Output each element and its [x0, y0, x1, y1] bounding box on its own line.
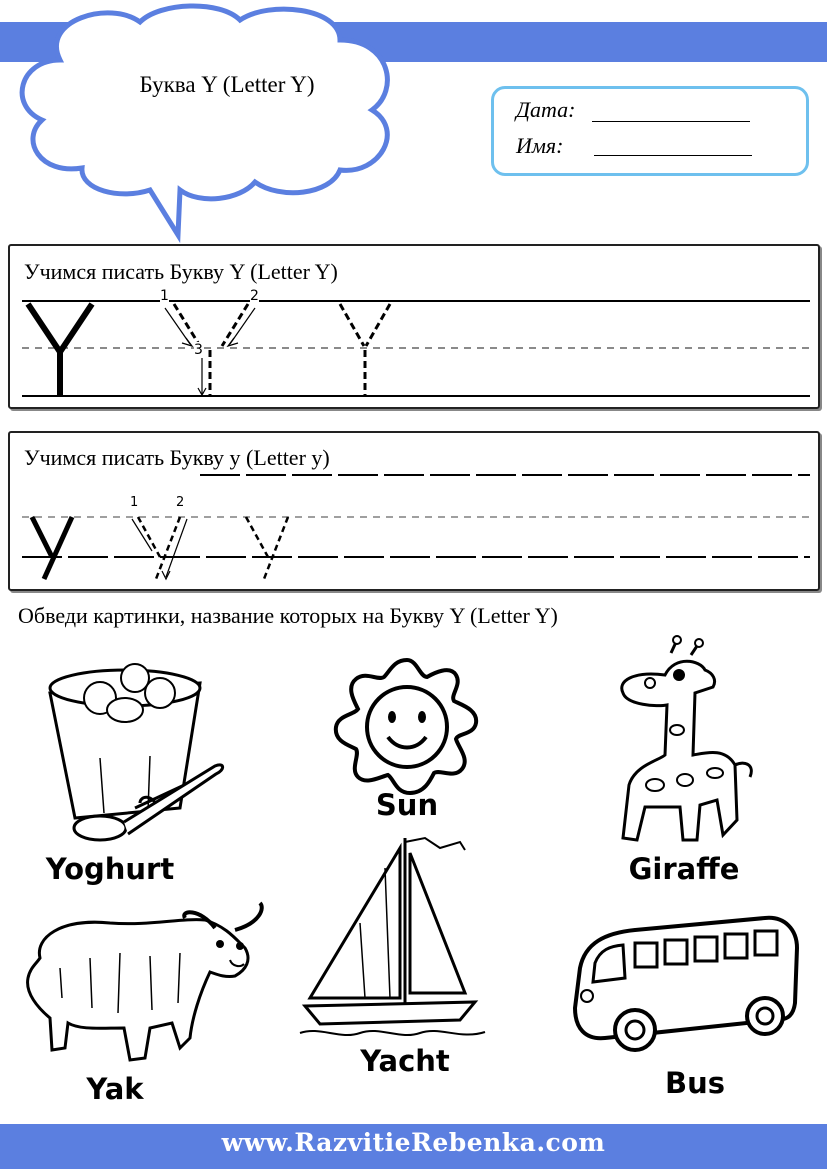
picture-label-yoghurt: Yoghurt — [45, 852, 175, 886]
stroke-number: 3 — [194, 342, 203, 358]
section-title: Учимся писать Букву y (Letter y) — [24, 445, 330, 470]
date-field[interactable] — [592, 121, 750, 122]
name-field[interactable] — [594, 155, 752, 156]
picture-label-yak: Yak — [86, 1072, 144, 1106]
speech-cloud — [0, 0, 420, 240]
date-name-box — [491, 86, 809, 176]
date-label: Дата: — [516, 97, 576, 122]
yacht-icon[interactable] — [300, 828, 490, 1048]
yoghurt-icon[interactable] — [40, 648, 230, 848]
bus-icon[interactable] — [565, 908, 805, 1058]
uppercase-writing-lines — [10, 246, 822, 411]
instruction-text: Обведи картинки, название которых на Букву Y (Letter Y) — [18, 603, 558, 628]
yak-icon[interactable] — [20, 898, 270, 1068]
picture-label-yacht: Yacht — [360, 1044, 450, 1078]
uppercase-practice-section — [8, 244, 820, 409]
picture-label-giraffe: Giraffe — [628, 852, 740, 886]
giraffe-icon[interactable] — [605, 635, 755, 850]
lowercase-practice-section — [8, 431, 820, 591]
section-title: Учимся писать Букву Y (Letter Y) — [24, 259, 338, 284]
sun-icon[interactable] — [332, 655, 482, 795]
picture-label-bus: Bus — [664, 1066, 725, 1100]
stroke-number: 2 — [176, 495, 185, 510]
footer-url-link[interactable]: www.RazvitieRebenka.com — [221, 1128, 606, 1157]
stroke-number: 1 — [130, 495, 139, 510]
stroke-number: 2 — [250, 288, 259, 304]
picture-label-sun: Sun — [375, 788, 439, 822]
stroke-number: 1 — [160, 288, 169, 304]
name-label: Имя: — [516, 133, 564, 158]
lowercase-writing-lines — [10, 433, 822, 593]
page-title: Буква Y (Letter Y) — [139, 72, 315, 97]
